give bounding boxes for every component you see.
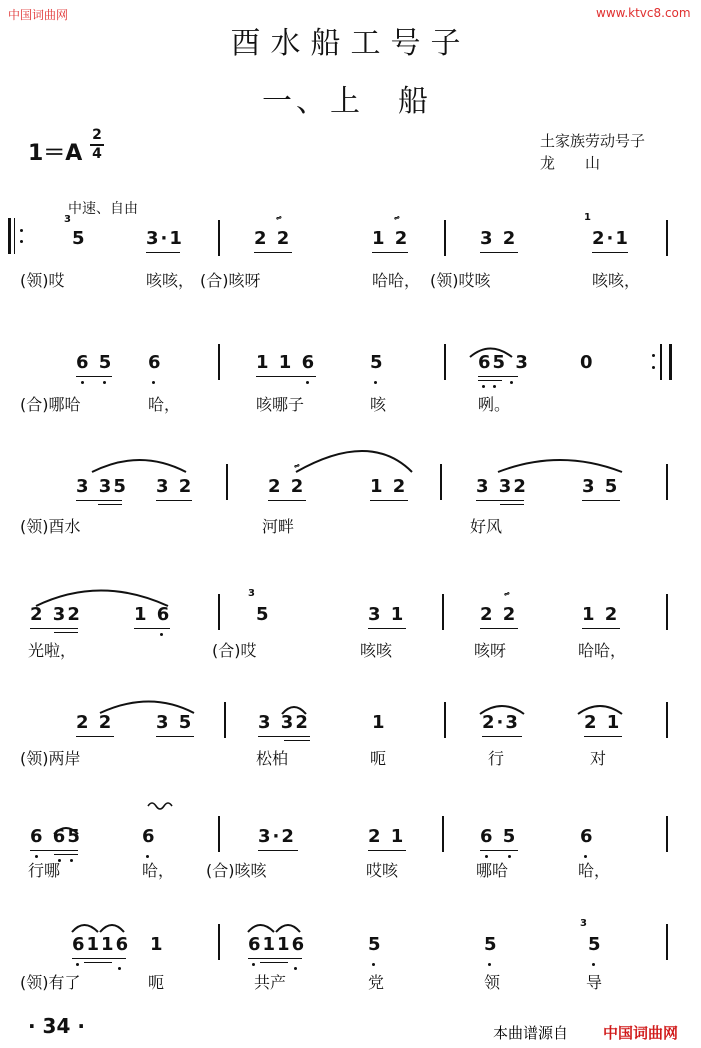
lyric: 哈， bbox=[578, 861, 611, 880]
lyric: (领)哎 bbox=[20, 271, 65, 290]
note: 5 bbox=[370, 352, 385, 373]
note: 1 2 bbox=[582, 604, 620, 625]
note: 0 bbox=[580, 352, 595, 373]
repeat-start-thin bbox=[14, 218, 15, 254]
lyric: (领)两岸 bbox=[20, 749, 81, 768]
bar-line bbox=[442, 594, 444, 630]
note: 3 32 bbox=[476, 476, 528, 497]
bar-line bbox=[444, 344, 446, 380]
score-subtitle: 一、上 船 bbox=[262, 84, 432, 119]
bar-line bbox=[442, 816, 444, 852]
bar-line bbox=[444, 220, 446, 256]
note: 3·1 bbox=[146, 228, 184, 249]
ornament-mark: 𝆗 bbox=[274, 211, 284, 224]
grace-note: 3 bbox=[64, 214, 71, 225]
lyric: 哈， bbox=[148, 395, 181, 414]
lyric: 咳哪子 bbox=[256, 395, 305, 414]
grace-note: 3 bbox=[248, 588, 255, 599]
note: 2 32 bbox=[30, 604, 82, 625]
lyric: (合)哎 bbox=[212, 641, 257, 660]
slur bbox=[92, 460, 186, 472]
time-signature-bottom: 4 bbox=[92, 146, 102, 162]
slur bbox=[100, 925, 124, 932]
lyric: 咳咳， bbox=[592, 271, 641, 290]
lyric: 行哪 bbox=[28, 861, 61, 880]
note: 3 32 bbox=[258, 712, 310, 733]
note: 65 3 bbox=[478, 352, 530, 373]
bar-line bbox=[444, 702, 446, 738]
bar-line bbox=[666, 594, 668, 630]
lyric: 哈， bbox=[142, 861, 175, 880]
bar-line bbox=[218, 220, 220, 256]
lyric: 呃 bbox=[370, 749, 387, 768]
note: 5 bbox=[72, 228, 87, 249]
lyric: 行 bbox=[488, 749, 505, 768]
note: 3 5 bbox=[156, 712, 194, 733]
note: 1 2 bbox=[370, 476, 408, 497]
watermark-right: www.ktvc8.com bbox=[596, 6, 691, 20]
lyric: (合)咳呀 bbox=[200, 271, 261, 290]
slur bbox=[72, 925, 98, 932]
key-signature: 1＝A bbox=[28, 141, 83, 166]
lyric: 哈哈， bbox=[578, 641, 627, 660]
lyric: 共产 bbox=[254, 973, 287, 992]
bar-line bbox=[224, 702, 226, 738]
bar-line bbox=[218, 816, 220, 852]
note: 2 2 bbox=[254, 228, 292, 249]
note: 1 bbox=[372, 712, 387, 733]
credit-region: 龙 山 bbox=[540, 154, 601, 172]
note: 3·2 bbox=[258, 826, 296, 847]
note: 1 bbox=[150, 934, 165, 955]
lyric: (合)哪哈 bbox=[20, 395, 81, 414]
page-number: · 34 · bbox=[28, 1014, 85, 1038]
lyric: 光啦， bbox=[28, 641, 77, 660]
bar-line bbox=[218, 924, 220, 960]
note: 5 bbox=[484, 934, 499, 955]
watermark-left: 中国词曲网 bbox=[8, 8, 69, 22]
bar-line bbox=[666, 924, 668, 960]
bar-line bbox=[666, 464, 668, 500]
slur bbox=[248, 925, 274, 932]
note: 3 1 bbox=[368, 604, 406, 625]
repeat-end bbox=[660, 344, 672, 380]
note: 6116 bbox=[248, 934, 307, 955]
lyric: (领)哎咳 bbox=[430, 271, 491, 290]
lyric: 好风 bbox=[470, 517, 503, 536]
note: 1 2 bbox=[372, 228, 410, 249]
slur bbox=[498, 460, 622, 472]
note: 5 bbox=[588, 934, 603, 955]
note: 2 2 bbox=[480, 604, 518, 625]
note: 3 2 bbox=[480, 228, 518, 249]
lyric: 咧。 bbox=[478, 395, 511, 414]
grace-note: 1 bbox=[584, 212, 591, 223]
note: 6 bbox=[148, 352, 163, 373]
lyric: 哪哈 bbox=[476, 861, 509, 880]
lyric: (合)咳咳 bbox=[206, 861, 267, 880]
ornament-mark: 𝆗 bbox=[502, 587, 512, 600]
bar-line bbox=[226, 464, 228, 500]
lyric: 导 bbox=[586, 973, 603, 992]
grace-note: 3 bbox=[580, 918, 587, 929]
note: 6 5 bbox=[480, 826, 518, 847]
footer-source-label: 本曲谱源自 bbox=[493, 1024, 569, 1042]
note: 6 5 bbox=[76, 352, 114, 373]
slur bbox=[296, 451, 412, 472]
note: 1 1 6 bbox=[256, 352, 317, 373]
ornament-mark: 𝆗 bbox=[292, 459, 302, 472]
repeat-start-thick bbox=[8, 218, 11, 254]
note: 2·1 bbox=[592, 228, 630, 249]
footer-site-link[interactable]: 中国词曲网 bbox=[603, 1024, 679, 1042]
score-title: 酉水船工号子 bbox=[230, 26, 471, 61]
lyric: 咳 bbox=[370, 395, 387, 414]
note: 2·3 bbox=[482, 712, 520, 733]
note: 3 35 bbox=[76, 476, 128, 497]
lyric: 河畔 bbox=[262, 517, 295, 536]
bar-line bbox=[440, 464, 442, 500]
note: 2 2 bbox=[268, 476, 306, 497]
bar-line bbox=[218, 594, 220, 630]
credit-genre: 土家族劳动号子 bbox=[540, 132, 646, 150]
lyric: 哎咳 bbox=[366, 861, 399, 880]
note: 3 5 bbox=[582, 476, 620, 497]
bar-line bbox=[666, 220, 668, 256]
note: 6 bbox=[142, 826, 157, 847]
slur bbox=[276, 925, 300, 932]
bar-line bbox=[666, 702, 668, 738]
note: 2 1 bbox=[368, 826, 406, 847]
bar-line bbox=[218, 344, 220, 380]
time-signature-top: 2 bbox=[92, 127, 102, 143]
lyric: 党 bbox=[368, 973, 385, 992]
note: 6 65 bbox=[30, 826, 82, 847]
note: 6 bbox=[580, 826, 595, 847]
note: 3 2 bbox=[156, 476, 194, 497]
ornament-mark: 𝆗 bbox=[392, 211, 402, 224]
lyric: 对 bbox=[590, 749, 607, 768]
lyric: 哈哈， bbox=[372, 271, 421, 290]
note: 5 bbox=[256, 604, 271, 625]
lyric: 咳咳 bbox=[360, 641, 393, 660]
note: 2 2 bbox=[76, 712, 114, 733]
note: 1 6 bbox=[134, 604, 172, 625]
lyric: 领 bbox=[484, 973, 501, 992]
lyric: (领)有了 bbox=[20, 973, 81, 992]
bar-line bbox=[666, 816, 668, 852]
lyric: 咳呀 bbox=[474, 641, 507, 660]
note: 5 bbox=[368, 934, 383, 955]
note: 6116 bbox=[72, 934, 131, 955]
lyric: 咳咳， bbox=[146, 271, 195, 290]
lyric: 松柏 bbox=[256, 749, 289, 768]
tempo-marking: 中速、自由 bbox=[68, 201, 138, 217]
trill-mark bbox=[148, 803, 172, 809]
lyric: (领)酉水 bbox=[20, 517, 81, 536]
note: 2 1 bbox=[584, 712, 622, 733]
lyric: 呃 bbox=[148, 973, 165, 992]
